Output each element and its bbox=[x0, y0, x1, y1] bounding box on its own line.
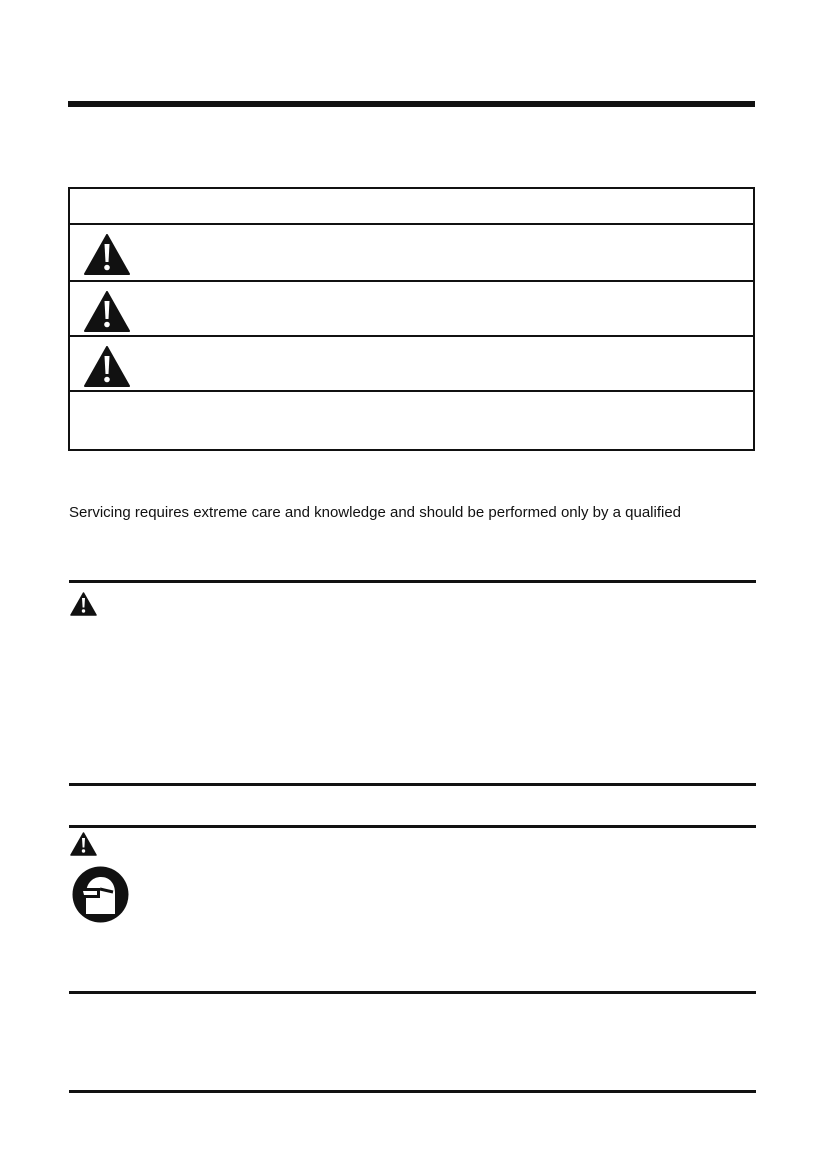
top-header-rule bbox=[68, 101, 755, 107]
warning-section-bottom-rule bbox=[69, 783, 756, 786]
warning-triangle-icon bbox=[84, 291, 130, 332]
table-header-row bbox=[70, 189, 753, 225]
table-row-danger bbox=[70, 225, 753, 282]
warning-triangle-icon bbox=[70, 592, 97, 616]
warning-triangle-icon bbox=[70, 832, 97, 856]
warning-section-top-rule bbox=[69, 580, 756, 583]
servicing-paragraph: Servicing requires extreme care and knowledge and should be performed only by a qualified bbox=[69, 504, 682, 521]
table-row-notice bbox=[70, 392, 753, 449]
eye-warning-section-top-rule bbox=[69, 825, 756, 828]
table-row-warning bbox=[70, 282, 753, 337]
safety-symbols-table bbox=[68, 187, 755, 451]
eye-protection-icon bbox=[72, 866, 129, 923]
notice-section-bottom-rule bbox=[69, 1090, 756, 1093]
notice-section-top-rule bbox=[69, 991, 756, 994]
table-row-caution bbox=[70, 337, 753, 392]
warning-triangle-icon bbox=[84, 234, 130, 275]
warning-triangle-icon bbox=[84, 346, 130, 387]
